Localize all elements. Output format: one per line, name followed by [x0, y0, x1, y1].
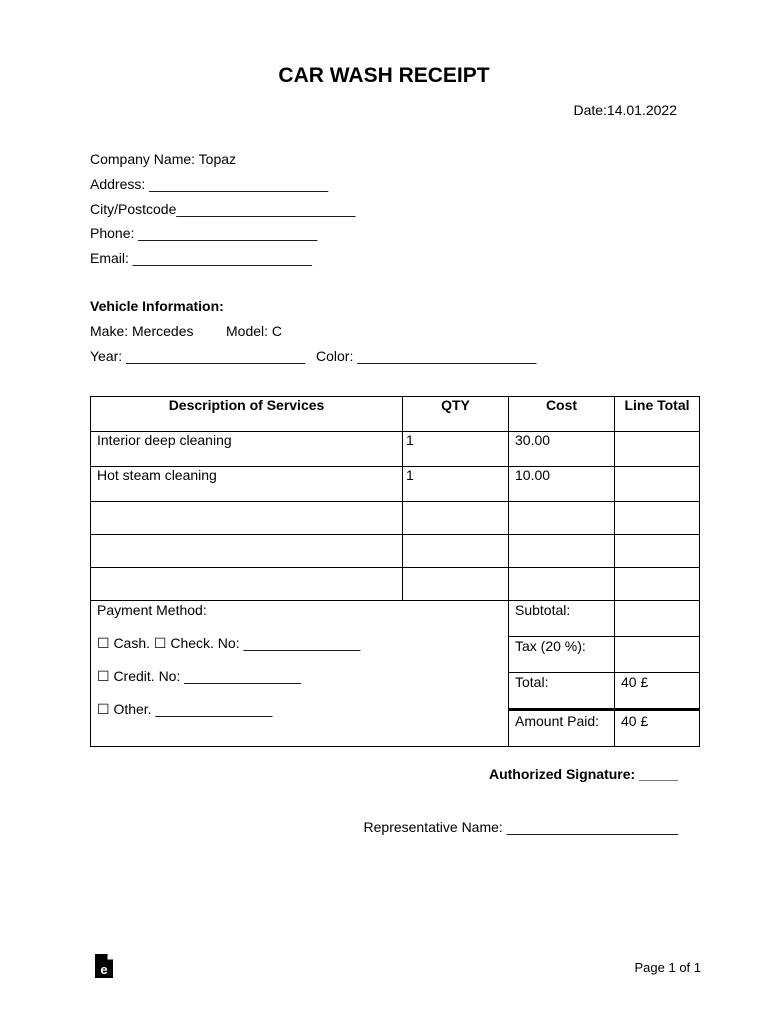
- page-number: Page 1 of 1: [634, 960, 701, 975]
- document-title: CAR WASH RECEIPT: [278, 64, 490, 87]
- authorized-signature: Authorized Signature: _____: [488, 766, 678, 782]
- row-cost: 30.00: [509, 432, 615, 467]
- header-cost: Cost: [509, 397, 615, 432]
- payment-method-label: Payment Method:: [97, 602, 207, 618]
- row-cost: 10.00: [509, 467, 615, 502]
- table-header-row: [91, 397, 700, 432]
- vehicle-heading: Vehicle Information:: [90, 298, 224, 314]
- amount-paid-label: Amount Paid:: [509, 710, 615, 747]
- representative-name: Representative Name: ______________________: [363, 819, 678, 835]
- row-description: [91, 568, 403, 601]
- row-qty: [403, 535, 509, 568]
- row-line-total: [615, 535, 700, 568]
- svg-text:e: e: [100, 962, 108, 977]
- table-row: [91, 568, 700, 601]
- vehicle-make: Make: Mercedes: [90, 323, 194, 339]
- eforms-logo-icon: [94, 953, 114, 979]
- row-description: Hot steam cleaning: [91, 467, 403, 502]
- row-qty: [403, 568, 509, 601]
- subtotal-label: Subtotal:: [509, 601, 615, 637]
- header-line-total: Line Total: [615, 397, 700, 432]
- tax-label: Tax (20 %):: [509, 637, 615, 673]
- row-qty: 1: [403, 467, 509, 502]
- receipt-date: Date:14.01.2022: [573, 102, 677, 118]
- payment-method-cell: [91, 601, 509, 747]
- company-phone: Phone: _______________________: [90, 225, 318, 241]
- payment-other: ☐ Other. _______________: [97, 701, 273, 717]
- row-description: Interior deep cleaning: [91, 432, 403, 467]
- table-row: [91, 502, 700, 535]
- row-description: [91, 502, 403, 535]
- row-cost: [509, 502, 615, 535]
- payment-cash-check: ☐ Cash. ☐ Check. No: _______________: [97, 635, 361, 651]
- company-email: Email: _______________________: [90, 250, 312, 266]
- row-description: [91, 535, 403, 568]
- company-city-postcode: City/Postcode_______________________: [90, 201, 356, 217]
- row-qty: [403, 502, 509, 535]
- vehicle-color: Color: _______________________: [316, 348, 537, 364]
- total-value: 40 £: [615, 673, 700, 710]
- table-row: [91, 535, 700, 568]
- header-qty: QTY: [403, 397, 509, 432]
- amount-paid-value: 40 £: [615, 710, 700, 747]
- row-line-total: [615, 502, 700, 535]
- total-label: Total:: [509, 673, 615, 710]
- vehicle-year: Year: _______________________: [90, 348, 306, 364]
- tax-value: [615, 637, 700, 673]
- vehicle-model: Model: C: [226, 323, 283, 339]
- company-address: Address: _______________________: [90, 176, 329, 192]
- row-qty: 1: [403, 432, 509, 467]
- row-line-total: [615, 432, 700, 467]
- row-cost: [509, 568, 615, 601]
- row-line-total: [615, 568, 700, 601]
- table-row: [91, 432, 700, 467]
- header-description: Description of Services: [91, 397, 403, 432]
- table-row: [91, 467, 700, 502]
- payment-credit: ☐ Credit. No: _______________: [97, 668, 302, 684]
- subtotal-value: [615, 601, 700, 637]
- company-name: Company Name: Topaz: [90, 151, 237, 167]
- services-table: [90, 396, 700, 747]
- row-line-total: [615, 467, 700, 502]
- subtotal-row: [91, 601, 700, 637]
- row-cost: [509, 535, 615, 568]
